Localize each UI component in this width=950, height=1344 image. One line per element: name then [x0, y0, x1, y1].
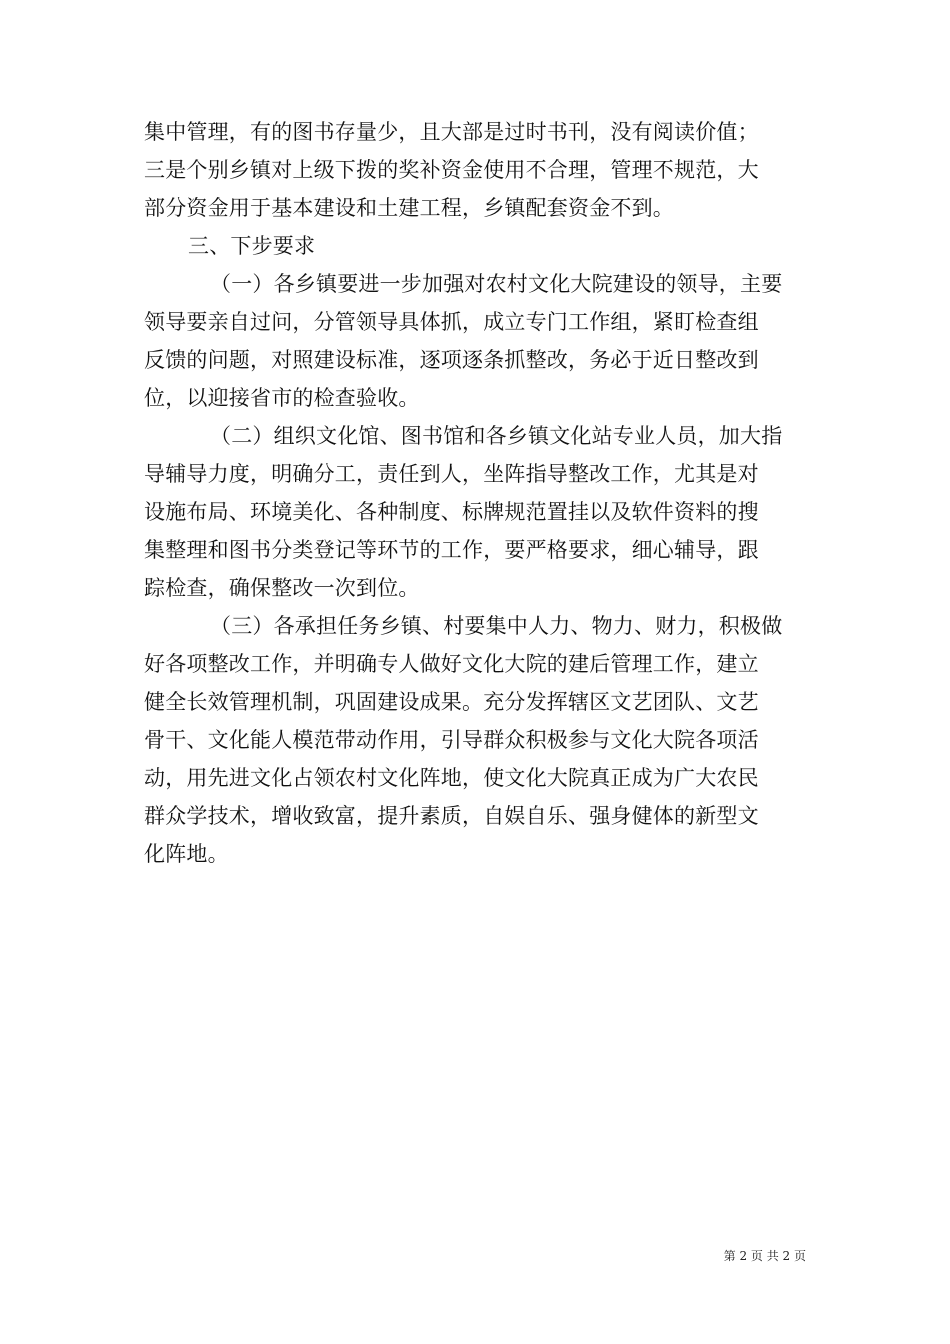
text-line: 位，以迎接省市的检查验收。: [144, 386, 420, 410]
text-line: 导辅导力度，明确分工，责任到人，坐阵指导整改工作，尤其是对: [144, 462, 759, 486]
text-line: 化阵地。: [144, 842, 229, 866]
paragraph-first-line: （二）组织文化馆、图书馆和各乡镇文化站专业人员，加大指: [210, 424, 783, 448]
text-line: 好各项整改工作，并明确专人做好文化大院的建后管理工作，建立: [144, 652, 759, 676]
text-line: 三是个别乡镇对上级下拨的奖补资金使用不合理，管理不规范，大: [144, 158, 759, 182]
text-line: 集整理和图书分类登记等环节的工作，要严格要求，细心辅导，跟: [144, 538, 759, 562]
section-heading: 三、下步要求: [188, 234, 316, 258]
text-line: 部分资金用于基本建设和土建工程，乡镇配套资金不到。: [144, 196, 674, 220]
page-number-footer: 第 2 页 共 2 页: [723, 1249, 806, 1263]
document-body: [144, 113, 806, 873]
text-line: 群众学技术，增收致富，提升素质，自娱自乐、强身健体的新型文: [144, 804, 759, 828]
text-line: 踪检查，确保整改一次到位。: [144, 576, 420, 600]
text-line: 健全长效管理机制，巩固建设成果。充分发挥辖区文艺团队、文艺: [144, 690, 759, 714]
text-line: 设施布局、环境美化、各种制度、标牌规范置挂以及软件资料的搜: [144, 500, 759, 524]
text-line: 领导要亲自过问，分管领导具体抓，成立专门工作组，紧盯检查组: [144, 310, 759, 334]
text-line: 集中管理，有的图书存量少，且大部是过时书刊，没有阅读价值；: [144, 120, 759, 144]
text-line: 反馈的问题，对照建设标准，逐项逐条抓整改，务必于近日整改到: [144, 348, 759, 372]
text-line: 动，用先进文化占领农村文化阵地，使文化大院真正成为广大农民: [144, 766, 759, 790]
paragraph-first-line: （一）各乡镇要进一步加强对农村文化大院建设的领导，主要: [210, 272, 783, 296]
text-line: 骨干、文化能人模范带动作用，引导群众积极参与文化大院各项活: [144, 728, 759, 752]
paragraph-first-line: （三）各承担任务乡镇、村要集中人力、物力、财力，积极做: [210, 614, 783, 638]
